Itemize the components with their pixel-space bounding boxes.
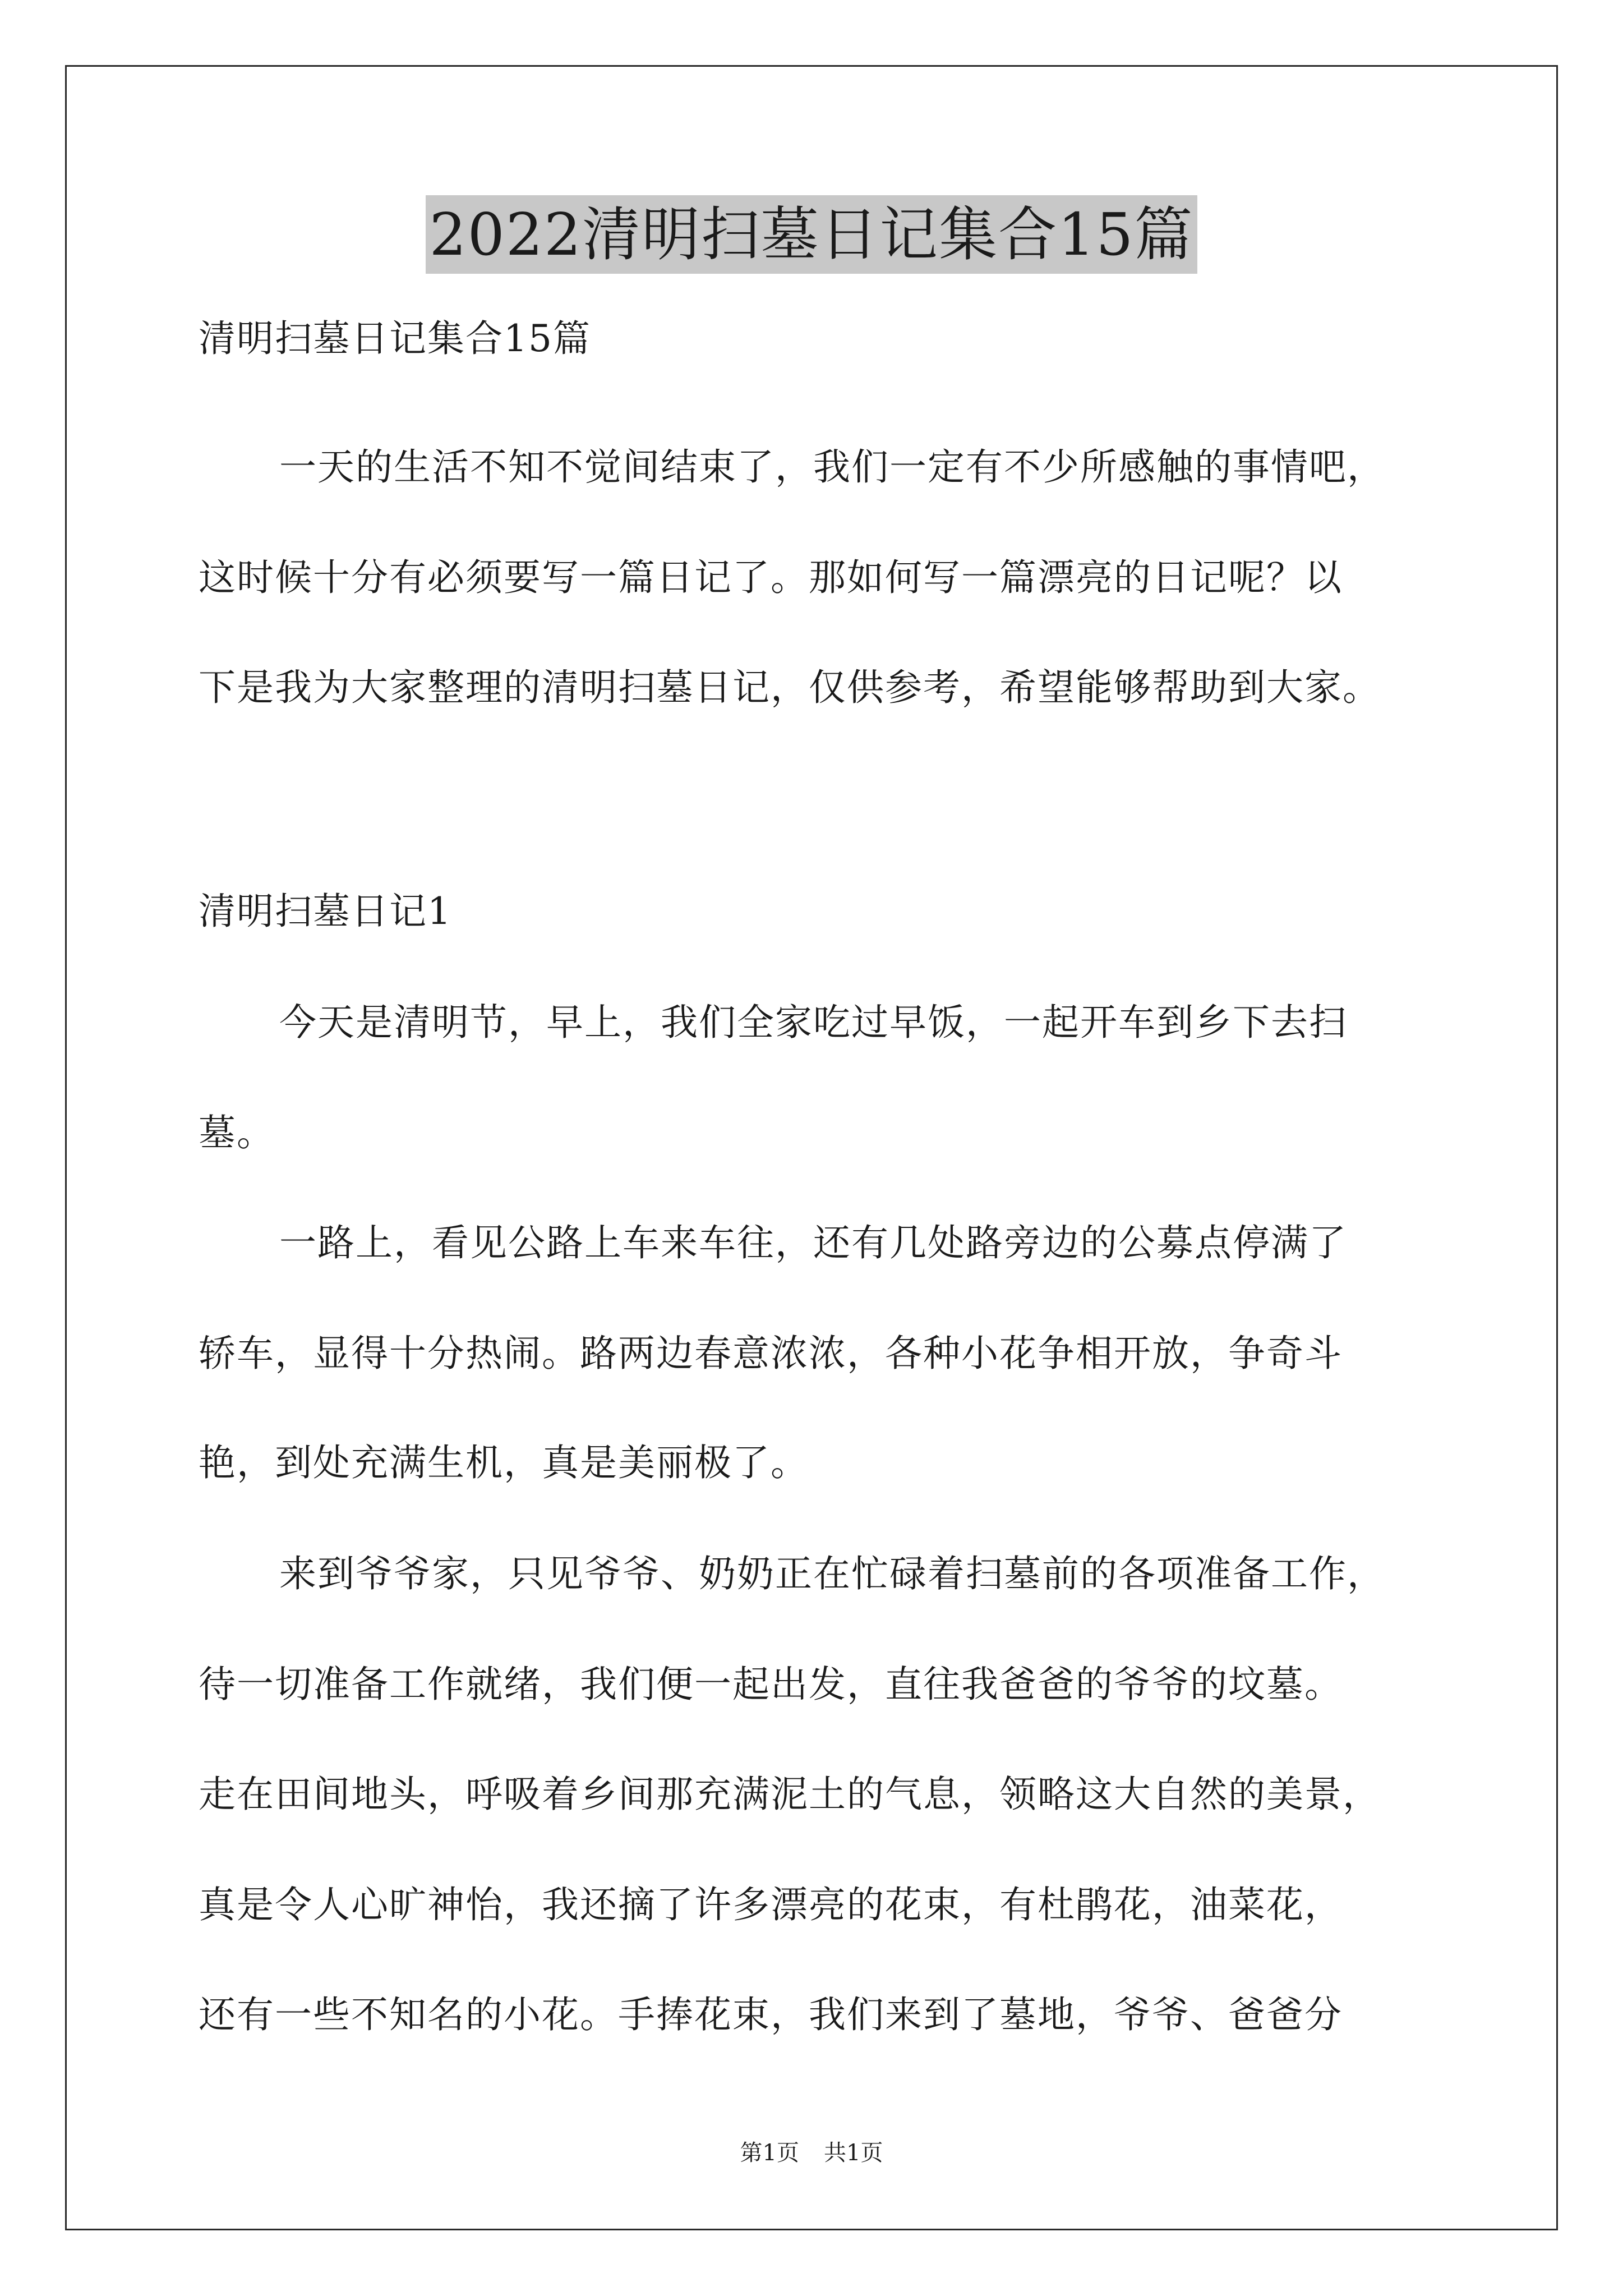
paragraph-line: 这时候十分有必须要写一篇日记了。那如何写一篇漂亮的日记呢？以	[199, 556, 1343, 599]
paragraph-line: 墓。	[199, 1111, 275, 1154]
paragraph-line: 待一切准备工作就绪，我们便一起出发，直往我爸爸的爷爷的坟墓。	[199, 1663, 1343, 1706]
page-footer	[0, 2136, 1623, 2170]
paragraph-line: 来到爷爷家，只见爷爷、奶奶正在忙碌着扫墓前的各项准备工作，	[279, 1552, 1385, 1595]
document-title: 2022清明扫墓日记集合15篇	[426, 195, 1197, 274]
paragraph-line: 下是我为大家整理的清明扫墓日记，仅供参考，希望能够帮助到大家。	[199, 666, 1381, 709]
section-heading: 清明扫墓日记1	[199, 890, 452, 933]
title-container	[0, 195, 1623, 274]
page-number: 第1页	[740, 2140, 799, 2166]
paragraph-line: 走在田间地头，呼吸着乡间那充满泥土的气息，领略这大自然的美景，	[199, 1773, 1381, 1816]
paragraph-line: 今天是清明节，早上，我们全家吃过早饭，一起开车到乡下去扫	[279, 1001, 1347, 1044]
paragraph-line: 一路上，看见公路上车来车往，还有几处路旁边的公募点停满了	[279, 1221, 1347, 1264]
paragraph-line: 一天的生活不知不觉间结束了，我们一定有不少所感触的事情吧，	[279, 445, 1385, 489]
paragraph-line: 艳，到处充满生机，真是美丽极了。	[199, 1441, 809, 1484]
paragraph-line: 还有一些不知名的小花。手捧花束，我们来到了墓地，爷爷、爸爸分	[199, 1993, 1343, 2036]
paragraph-line: 轿车，显得十分热闹。路两边春意浓浓，各种小花争相开放，争奇斗	[199, 1332, 1343, 1375]
paragraph-line: 真是令人心旷神怡，我还摘了许多漂亮的花束，有杜鹃花，油菜花，	[199, 1883, 1343, 1926]
page-total: 共1页	[824, 2140, 883, 2166]
subtitle-line: 清明扫墓日记集合15篇	[199, 317, 591, 360]
